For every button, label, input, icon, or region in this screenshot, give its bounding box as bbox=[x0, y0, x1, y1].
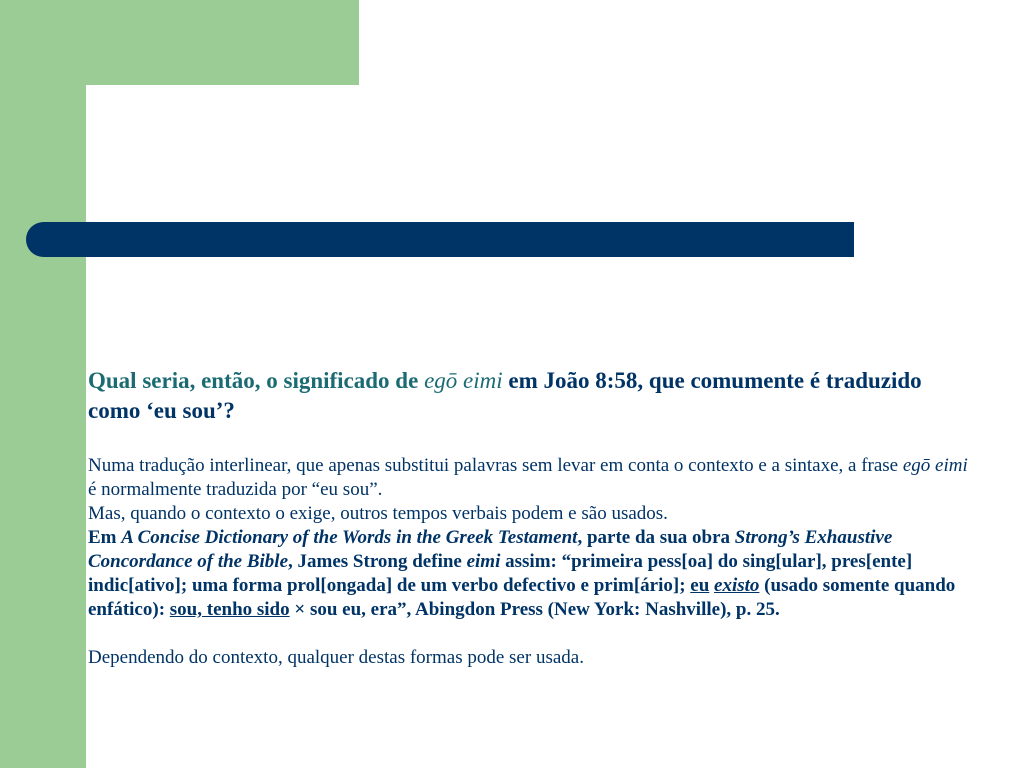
paragraph1-text: Numa tradução interlinear, que apenas substitui palavras sem levar em conta o contexto e a sintaxe, a frase bbox=[88, 455, 903, 476]
citation-eu: eu bbox=[690, 575, 710, 596]
citation-part-d: (usado somente quando enfático): bbox=[88, 575, 956, 620]
citation-part-b: , James Strong define bbox=[288, 551, 467, 572]
paragraph1-line2: Mas, quando o contexto o exige, outros tempos verbais podem e são usados. bbox=[88, 503, 668, 524]
citation-sou: sou, tenho sido bbox=[169, 599, 290, 620]
paragraph1-term: egō eimi bbox=[902, 455, 968, 476]
citation-part-e: × sou eu, era”, Abingdon Press (New York: Nashville), p. 25. bbox=[289, 599, 780, 620]
citation-part-c: assim: “primeira pess[oa] do sing[ular], pres[ente] indic[ativo]; uma forma prol[ongada] de um verbo defectivo e prim[ário]; bbox=[88, 551, 913, 596]
slide-content bbox=[88, 366, 968, 670]
slide-heading bbox=[88, 366, 968, 426]
heading-part1: Qual seria, então, o significado de bbox=[88, 368, 425, 393]
citation-part-a: , parte da sua obra bbox=[577, 527, 735, 548]
citation-title2: Strong’s Exhaustive Concordance of the Bible bbox=[88, 527, 893, 572]
citation-existo: existo bbox=[714, 575, 760, 596]
paragraph1-end: é normalmente traduzida por “eu sou”. bbox=[88, 479, 383, 500]
citation-title1: A Concise Dictionary of the Words in the Greek Testament bbox=[121, 527, 578, 548]
paragraph-conclusion: Dependendo do contexto, qualquer destas formas pode ser usada. bbox=[88, 647, 584, 668]
citation-eimi: eimi bbox=[466, 551, 501, 572]
citation bbox=[88, 527, 955, 620]
green-sidebar bbox=[0, 0, 86, 768]
heading-term: egō eimi bbox=[424, 368, 503, 393]
title-bar-decoration bbox=[26, 222, 854, 257]
heading-part2: em João 8:58, que comumente é traduzido como ‘eu sou’? bbox=[88, 368, 922, 423]
green-top-band bbox=[0, 0, 359, 85]
citation-em: Em bbox=[88, 527, 122, 548]
paragraph-interlinear bbox=[88, 454, 968, 622]
